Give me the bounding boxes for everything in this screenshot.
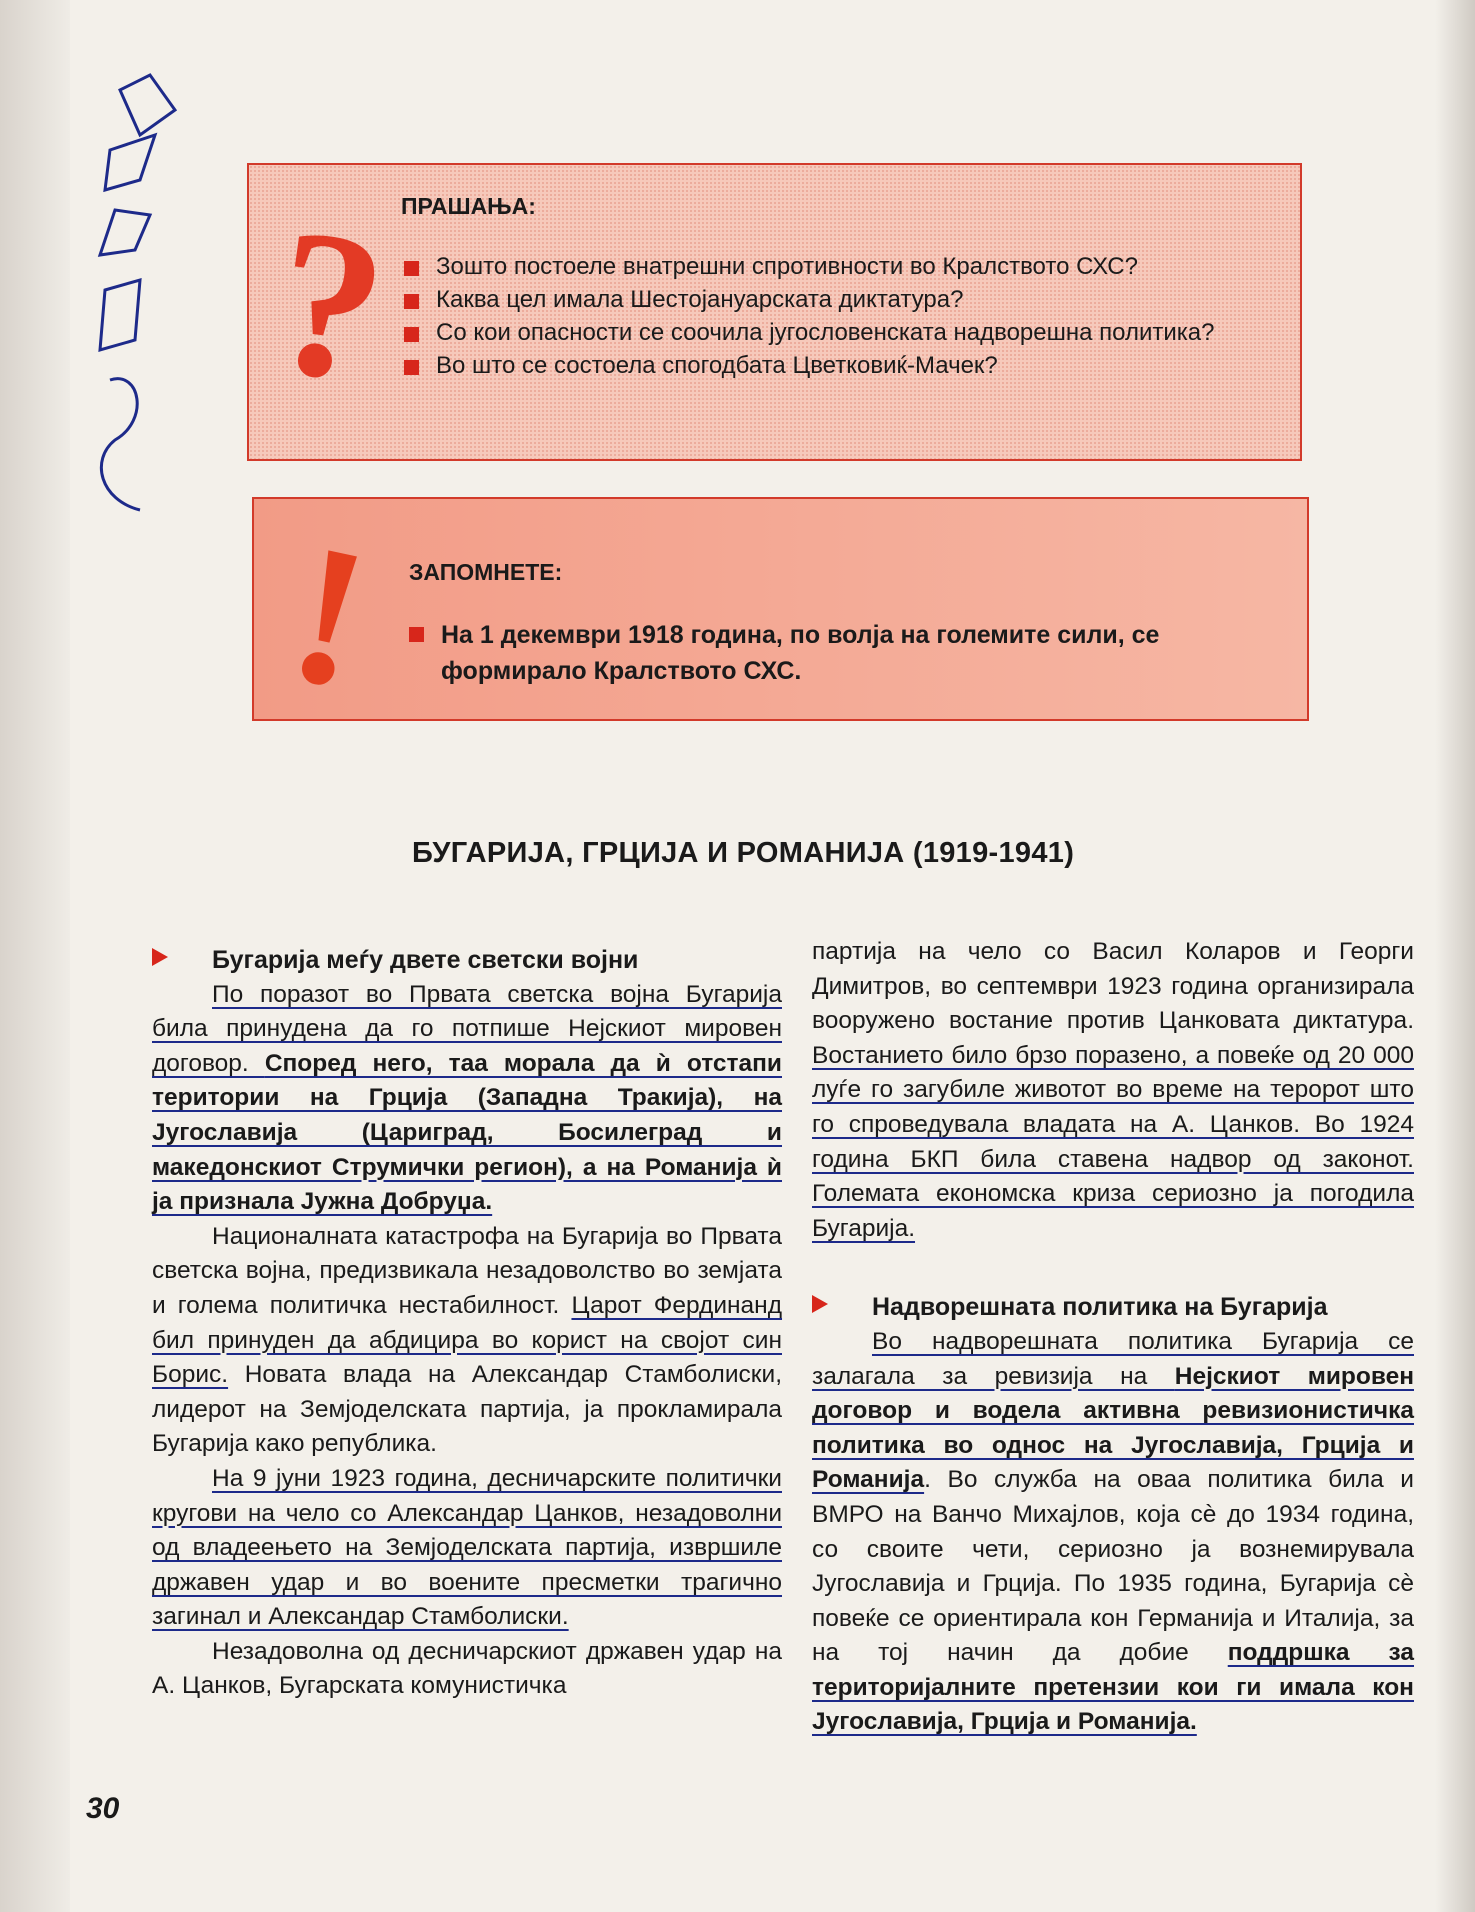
bold-text: Нејскиот мировен договор и водела активна ревизионистичка политика во однос на Југославија, Грција и Романија	[812, 1362, 1414, 1494]
page-edge-left	[0, 0, 70, 1912]
question-mark-icon: ?	[261, 183, 398, 429]
question-item: Во што се состоела спогодбата Цветковиќ-Мачек?	[404, 350, 1284, 382]
text-span: Во надворешната политика Бугарија се залагала за ревизија на	[812, 1327, 1414, 1390]
question-item: Каква цел имала Шестојануарската диктатура?	[404, 284, 1284, 316]
text-span: Востанието било брзо поразено, а повеќе од 20 000 луѓе го загубиле животот во време на теророт што го спроведувала владата на А. Цанков. Во 1924 година БКП била ставена надвор од законот. Големата економска криза сериозно ја погодила Бугарија.	[812, 1041, 1414, 1242]
section-title: БУГАРИЈА, ГРЦИЈА И РОМАНИЈА (1919-1941)	[412, 837, 1075, 869]
paragraph	[152, 978, 782, 1220]
bold-text: Според него, таа морала да ѝ отстапи територии на Грција (Западна Тракија), на Југославија (Цариград, Босилеград и македонскиот Струмички регион), а на Романија ѝ ја признала Јужна Добруџа.	[152, 1049, 782, 1216]
question-item: Зошто постоеле внатрешни спротивности во Кралството СХС?	[404, 251, 1284, 283]
subheading-foreign-policy: Надворешната политика на Бугарија	[812, 1290, 1414, 1325]
left-column	[152, 943, 782, 1704]
questions-box	[247, 163, 1302, 461]
paragraph	[152, 1220, 782, 1462]
page-number: 30	[86, 1792, 120, 1825]
paragraph: На 9 јуни 1923 година, десничарските политички кругови на чело со Александар Цанков, незадоволни од владеењето на Земјоделската партија, извршиле државен удар и во воените пресметки трагично загинал и Александар Стамболиски.	[152, 1464, 782, 1631]
pen-doodle-icon	[80, 40, 190, 520]
right-column	[812, 935, 1414, 1740]
remember-item: На 1 декември 1918 година, по волја на големите сили, се формирало Кралството СХС.	[409, 617, 1281, 689]
subheading-bulgaria-between-wars: Бугарија меѓу двете светски војни	[152, 943, 782, 978]
page-edge-right	[1435, 0, 1475, 1912]
text-span: Новата влада на Александар Стамболиски, лидерот на Земјоделската партија, ја прокламирала Бугарија како република.	[152, 1361, 782, 1458]
remember-box	[252, 497, 1309, 732]
questions-list	[404, 251, 1284, 383]
questions-title: ПРАШАЊА:	[401, 193, 536, 219]
exclamation-mark-icon: !	[273, 501, 385, 732]
text-span: Националната катастрофа на Бугарија во Првата светска војна, предизвикала незадоволство во земјата и голема политичка нестабилност.	[152, 1222, 782, 1319]
remember-title: ЗАПОМНЕТЕ:	[409, 559, 563, 585]
text-span: Царот Фердинанд бил принуден да абдицира во корист на својот син Борис.	[152, 1291, 783, 1389]
paragraph: Незадоволна од десничарскиот државен удар на А. Цанков, Бугарската комунистичка	[152, 1637, 782, 1700]
text-span: По поразот во Првата светска војна Бугарија била принудена да го потпише Нејскиот мировен договор.	[152, 980, 782, 1077]
text-span: . Во служба на оваа политика била и ВМРО на Ванчо Михајлов, која сѐ до 1934 година, со своите чети, сериозно ја вознемирувала Југославија и Грција. По 1935 година, Бугарија сѐ повеќе се ориентирала кон Германија и Италија, за на тој начин да добие	[812, 1466, 1414, 1667]
question-item: Со кои опасности се соочила југословенската надворешна политика?	[404, 317, 1284, 349]
text-span: партија на чело со Васил Коларов и Георги Димитров, во септември 1923 година организирала вооружено востание против Цанковата диктатура.	[812, 938, 1414, 1035]
paragraph	[812, 1325, 1414, 1740]
bold-text: поддршка за територијалните претензии кои ги имала кон Југославија, Грција и Романија.	[812, 1639, 1414, 1736]
paragraph	[812, 935, 1414, 1246]
